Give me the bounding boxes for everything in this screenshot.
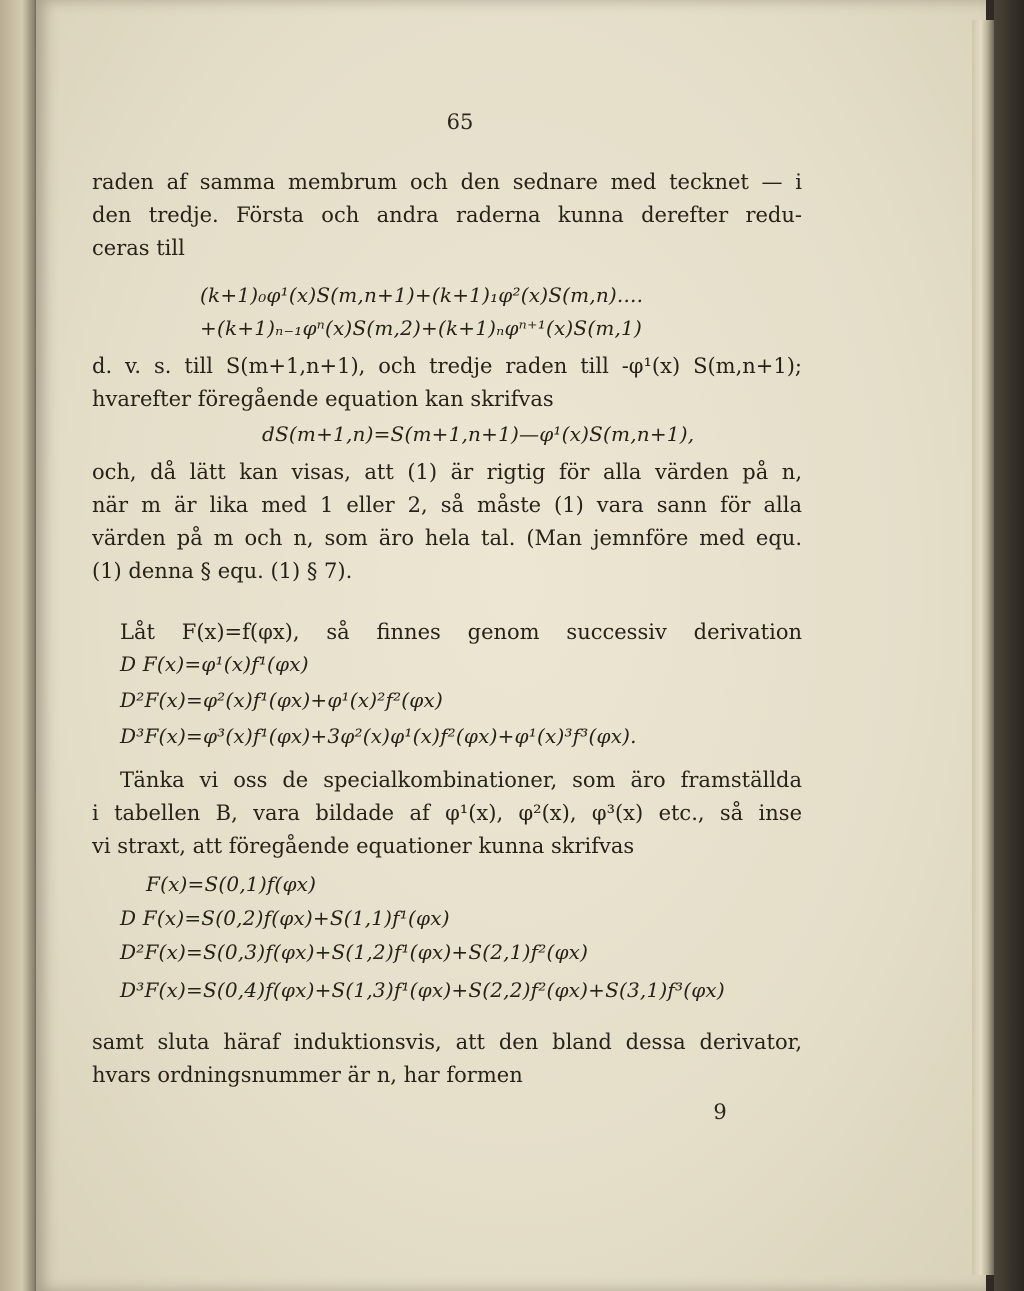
paragraph-4 <box>120 616 802 649</box>
formula-line: D F(x)=S(0,2)f(φx)+S(1,1)f¹(φx) <box>120 906 450 930</box>
text-line: samt sluta häraf induktionsvis, att den bland dessa derivator, <box>92 1030 802 1054</box>
text-line: hvars ordningsnummer är n, har formen <box>92 1063 523 1087</box>
scan-background <box>994 0 1024 1291</box>
formula-line: D²F(x)=φ²(x)f¹(φx)+φ¹(x)²f²(φx) <box>120 688 443 712</box>
text-line: i tabellen B, vara bildade af φ¹(x), φ²(x), φ³(x) etc., så inse <box>92 801 802 825</box>
text-line: raden af samma membrum och den sednare med tecknet — i <box>92 170 802 194</box>
text-line: Låt F(x)=f(φx), så finnes genom successiv derivation <box>120 620 802 644</box>
text-line: ceras till <box>92 236 185 260</box>
signature-mark: 9 <box>713 1100 727 1124</box>
formula-line: +(k+1)ₙ₋₁φⁿ(x)S(m,2)+(k+1)ₙφⁿ⁺¹(x)S(m,1) <box>200 316 642 340</box>
text-line: när m är lika med 1 eller 2, så måste (1) vara sann för alla <box>92 493 802 517</box>
formula-line: D²F(x)=S(0,3)f(φx)+S(1,2)f¹(φx)+S(2,1)f²(φx) <box>120 940 589 964</box>
text-line: Tänka vi oss de specialkombinationer, som äro framställda <box>120 768 802 792</box>
formula-line: dS(m+1,n)=S(m+1,n+1)—φ¹(x)S(m,n+1), <box>262 422 695 446</box>
paragraph-3 <box>92 456 802 588</box>
formula-line: D³F(x)=φ³(x)f¹(φx)+3φ²(x)φ¹(x)f²(φx)+φ¹(x)³f³(φx). <box>120 724 637 748</box>
formula-line: F(x)=S(0,1)f(φx) <box>146 872 317 896</box>
paragraph-1 <box>92 166 802 265</box>
text-line: d. v. s. till S(m+1,n+1), och tredje raden till -φ¹(x) S(m,n+1); <box>92 354 802 378</box>
text-line: (1) denna § equ. (1) § 7). <box>92 559 353 583</box>
text-line: och, då lätt kan visas, att (1) är rigtig för alla värden på n, <box>92 460 802 484</box>
previous-page-edge <box>0 0 40 1291</box>
paragraph-6 <box>92 1026 802 1092</box>
page-number: 65 <box>446 110 474 134</box>
text-line: vi straxt, att föregående equationer kunna skrifvas <box>92 834 635 858</box>
page-stack-edge <box>972 20 994 1275</box>
formula-line: D F(x)=φ¹(x)f¹(φx) <box>120 652 309 676</box>
paragraph-5 <box>92 764 802 863</box>
text-line: den tredje. Första och andra raderna kunna derefter redu- <box>92 203 802 227</box>
formula-line: D³F(x)=S(0,4)f(φx)+S(1,3)f¹(φx)+S(2,2)f²(φx)+S(3,1)f³(φx) <box>120 978 725 1002</box>
paragraph-2 <box>92 350 802 416</box>
text-line: värden på m och n, som äro hela tal. (Man jemnföre med equ. <box>92 526 802 550</box>
text-line: hvarefter föregående equation kan skrifvas <box>92 387 554 411</box>
formula-line: (k+1)₀φ¹(x)S(m,n+1)+(k+1)₁φ²(x)S(m,n).... <box>200 283 644 307</box>
